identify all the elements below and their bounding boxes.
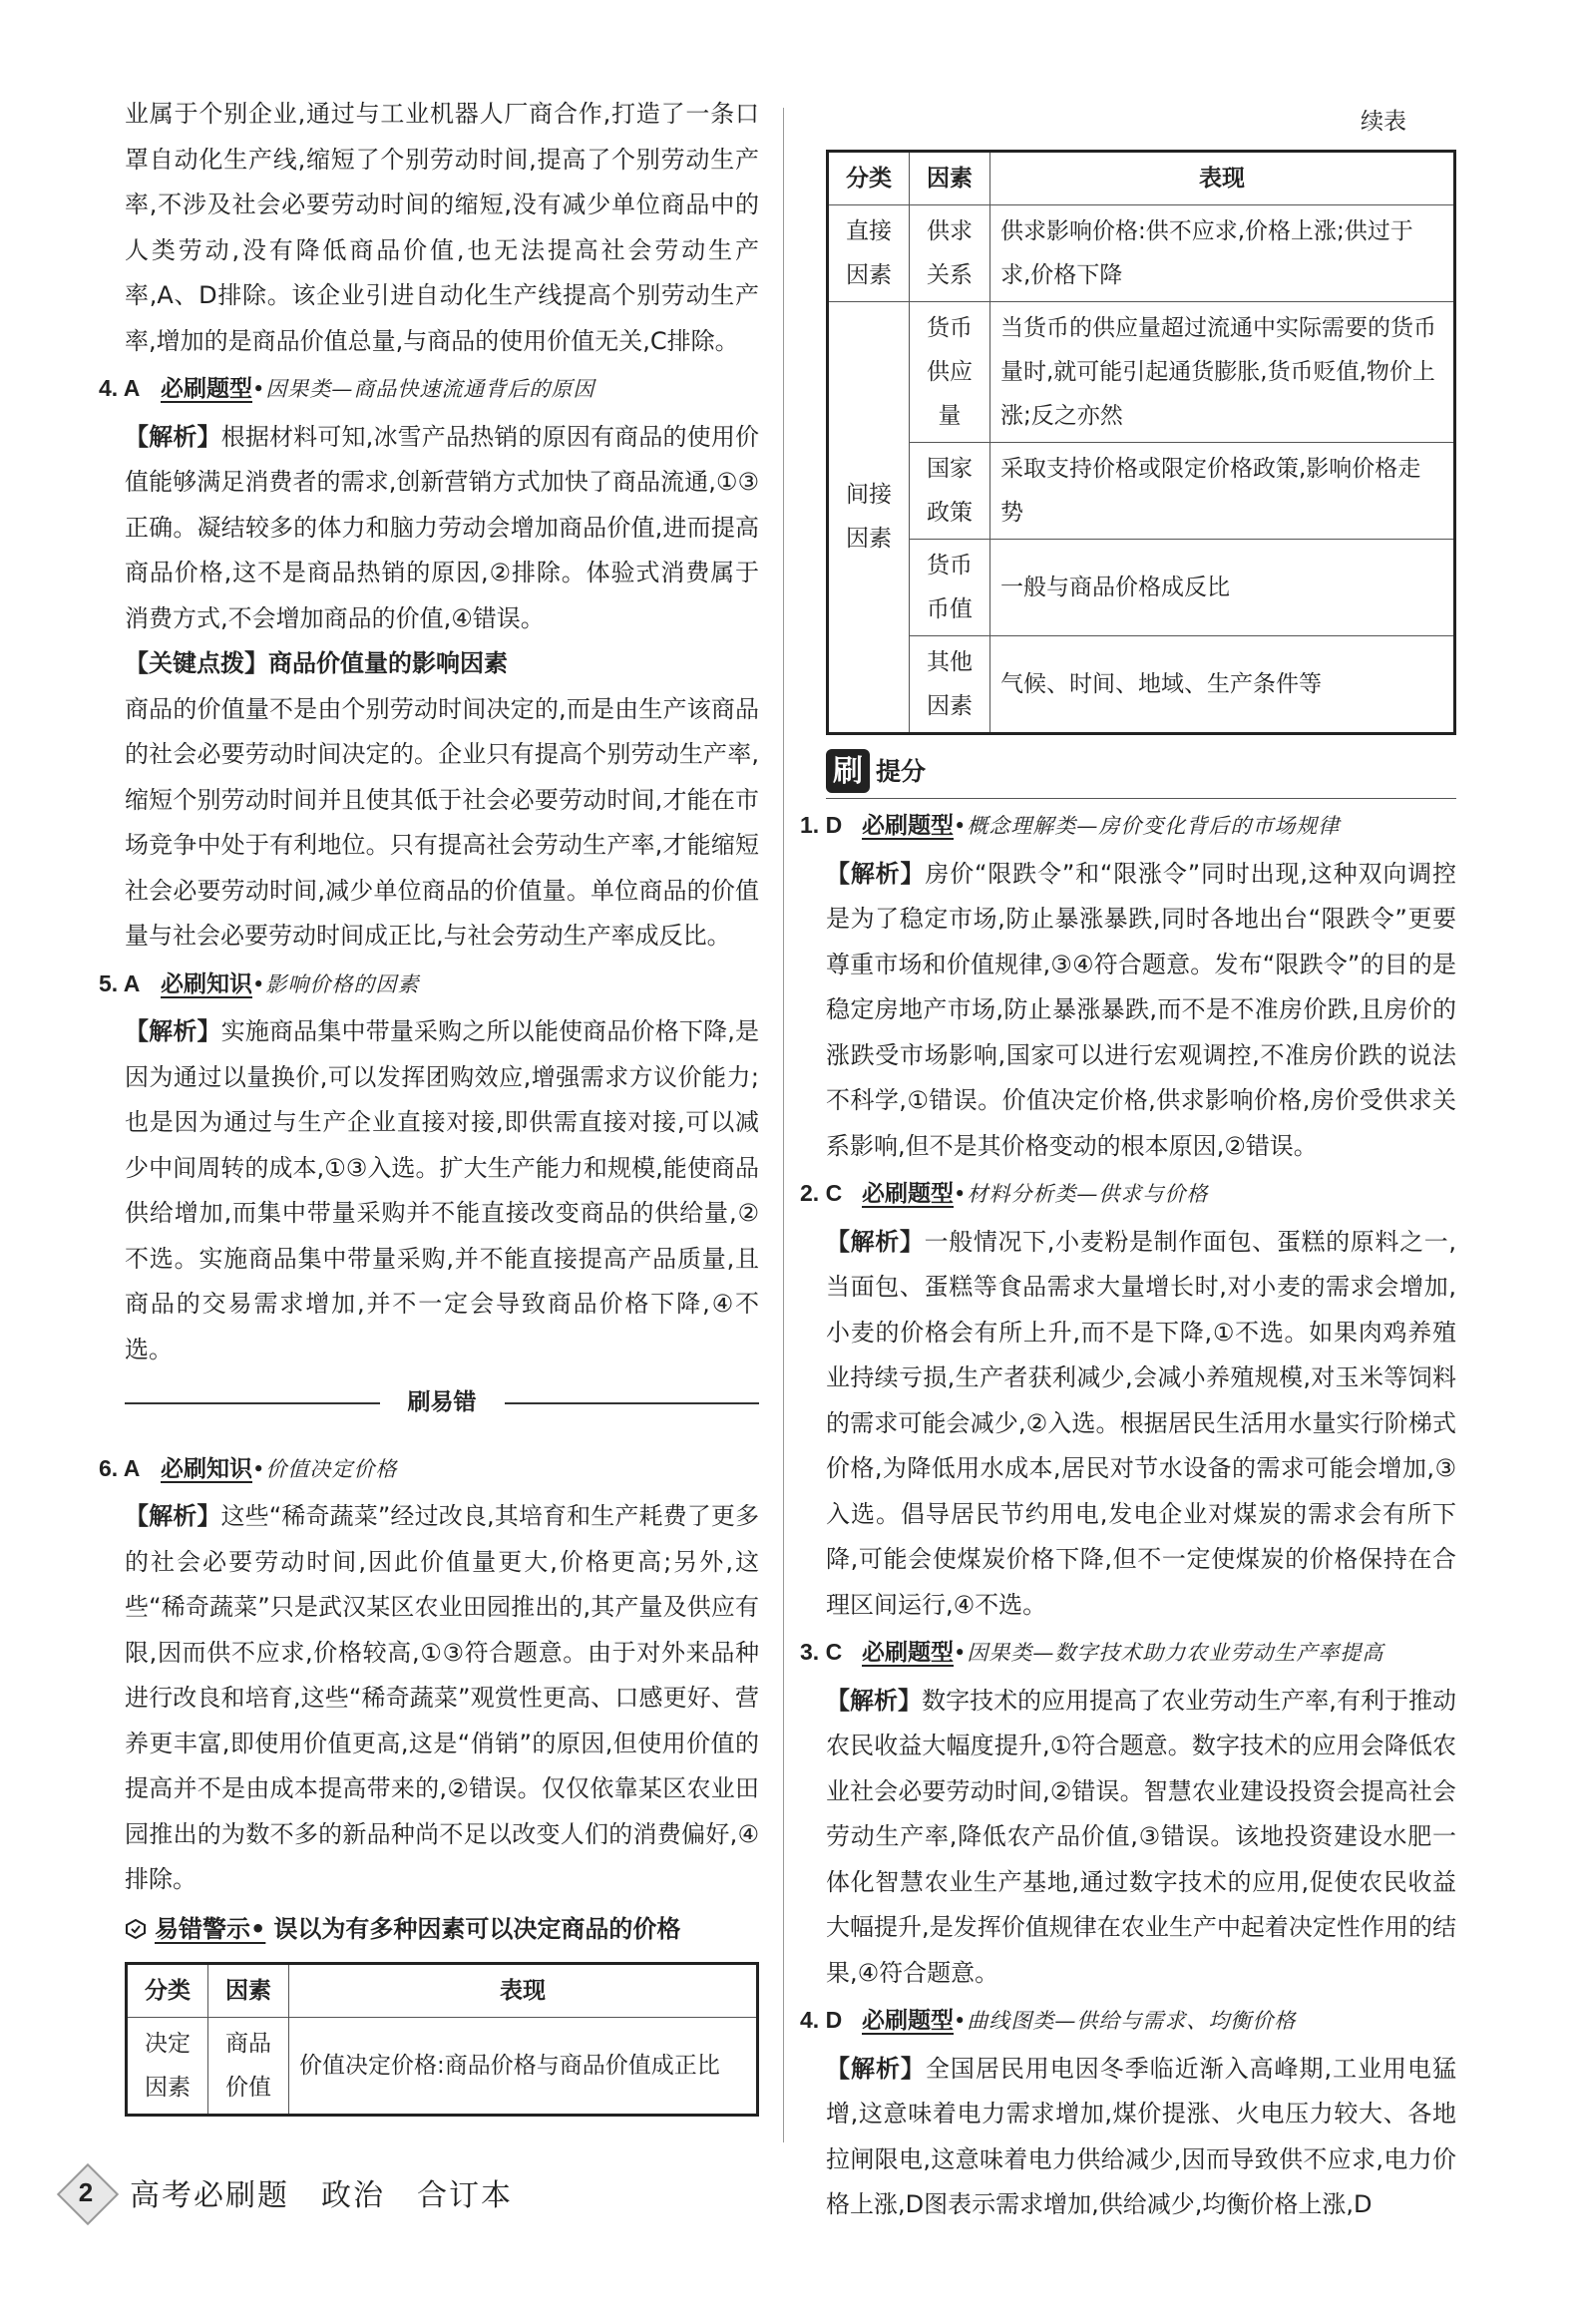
- table-cell: 商品价值: [208, 2018, 289, 2116]
- question-3-header: [800, 1630, 1456, 1677]
- question-number: 4. A: [99, 375, 141, 401]
- warning-icon: [125, 1918, 147, 1940]
- question-subtag: •因果类—商品快速流通背后的原因: [252, 377, 595, 401]
- table-row: [828, 635, 1455, 733]
- analysis-label: 【解析】: [826, 859, 926, 888]
- question-subtag: •影响价格的因素: [252, 971, 420, 996]
- analysis-label: 【解析】: [125, 422, 221, 451]
- question-6-analysis: [125, 1494, 759, 1903]
- analysis-label: 【解析】: [125, 1017, 221, 1045]
- key-point-text: 商品的价值量不是由个别劳动时间决定的,而是由生产该商品的社会必要劳动时间决定的。企业只有提高个别劳动生产率,缩短个别劳动时间并且使其低于社会必要劳动时间,才能在市场竞争中处于有利地位。只有提高社会劳动生产率,才能缩短社会必要劳动时间,减少单位商品的价值量。单位商品的价值量与社会必要劳动时间成正比,与社会劳动生产率成反比。: [125, 694, 759, 950]
- question-subtag: •价值决定价格: [252, 1456, 398, 1481]
- intro-paragraph: 业属于个别企业,通过与工业机器人厂商合作,打造了一条口罩自动化生产线,缩短了个别劳动时间,提高了个别劳动生产率,不涉及社会必要劳动时间的缩短,没有减少单位商品中的人类劳动,没有降低商品价值,也无法提高社会劳动生产率,A、D排除。该企业引进自动化生产线提高个别劳动生产率,增加的是商品价值总量,与商品的使用价值无关,C排除。: [125, 100, 759, 355]
- question-tag: 必刷题型: [862, 813, 954, 839]
- analysis-text: 这些“稀奇蔬菜”经过改良,其培育和生产耗费了更多的社会必要劳动时间,因此价值量更大,价格更高;另外,这些“稀奇蔬菜”只是武汉某区农业田园推出的,其产量及供应有限,因而供不应求,价格较高,①③符合题意。由于对外来品种进行改良和培育,这些“稀奇蔬菜”观赏性更高、口感更好、营养更丰富,即使用价值更高,这是“俏销”的原因,但使用价值的提高并不是由成本提高带来的,②错误。仅仅依靠某区农业田园推出的为数不多的新品种尚不足以改变人们的消费偏好,④排除。: [125, 1502, 760, 1893]
- warning-title: 易错警示•: [155, 1914, 266, 1943]
- question-tag: 必刷题型: [862, 1640, 954, 1666]
- warning-text: 误以为有多种因素可以决定商品的价格: [273, 1914, 681, 1943]
- key-point-title: 【关键点拨】商品价值量的影响因素: [125, 649, 508, 677]
- table-cell: 当货币的供应量超过流通中实际需要的货币量时,就可能引起通货膨胀,货币贬值,物价上涨;反之亦然: [990, 301, 1455, 442]
- table-row: [828, 539, 1455, 635]
- table-header: 分类: [828, 151, 910, 204]
- question-1-header: [800, 803, 1456, 850]
- table-cell: 采取支持价格或限定价格政策,影响价格走势: [990, 442, 1455, 539]
- left-column: [99, 92, 760, 2117]
- table-cell: 供求影响价格:供不应求,价格上涨;供过于求,价格下降: [990, 204, 1455, 301]
- question-subtag: •概念理解类—房价变化背后的市场规律: [954, 814, 1341, 838]
- question-subtag: •因果类—数字技术助力农业劳动生产率提高: [954, 1641, 1384, 1665]
- table-cell: 一般与商品价格成反比: [990, 539, 1455, 635]
- analysis-label: 【解析】: [826, 1227, 925, 1256]
- table-cell: 其他因素: [910, 635, 990, 733]
- table-header: 表现: [289, 1964, 758, 2018]
- table-header: 因素: [208, 1964, 289, 2018]
- table-header: 因素: [910, 151, 990, 204]
- table-cell: 决定因素: [127, 2018, 208, 2116]
- section-title: 提分: [876, 756, 927, 786]
- question-tag: 必刷题型: [862, 1181, 954, 1207]
- table-cell: 直接因素: [828, 204, 910, 301]
- question-number: 6. A: [99, 1454, 141, 1481]
- table-header: 表现: [990, 151, 1455, 204]
- analysis-text: 实施商品集中带量采购之所以能使商品价格下降,是因为通过以量换价,可以发挥团购效应,增强需求方议价能力;也是因为通过与生产企业直接对接,即供需直接对接,可以减少中间周转的成本,①③入选。扩大生产能力和规模,能使商品供给增加,而集中带量采购并不能直接改变商品的供给量,②不选。实施商品集中带量采购,并不能直接提高产品质量,且商品的交易需求增加,并不一定会导致商品价格下降,④不选。: [125, 1017, 759, 1363]
- table-header: 分类: [127, 1964, 208, 2018]
- analysis-label: 【解析】: [826, 2054, 926, 2083]
- analysis-text: 一般情况下,小麦粉是制作面包、蛋糕的原料之一,当面包、蛋糕等食品需求大量增长时,对小麦的需求会增加,小麦的价格会有所上升,而不是下降,①不选。如果肉鸡养殖业持续亏损,生产者获利减少,会减小养殖规模,对玉米等饲料的需求可能会减少,②入选。根据居民生活用水量实行阶梯式价格,为降低用水成本,居民对节水设备的需求可能会增加,③入选。倡导居民节约用电,发电企业对煤炭的需求会有所下降,可能会使煤炭价格下降,但不一定使煤炭的价格保持在合理区间运行,④不选。: [826, 1227, 1456, 1619]
- question-tag: 必刷知识: [161, 1455, 252, 1482]
- question-2-analysis: [826, 1220, 1456, 1629]
- table-continued-label: 续表: [1361, 109, 1406, 135]
- analysis-text: 根据材料可知,冰雪产品热销的原因有商品的使用价值能够满足消费者的需求,创新营销方式加快了商品流通,①③正确。凝结较多的体力和脑力劳动会增加商品价值,进而提高商品价格,这不是商品热销的原因,②排除。体验式消费属于消费方式,不会增加商品的价值,④错误。: [125, 422, 759, 632]
- table-cell: 国家政策: [910, 442, 990, 539]
- book-title: 高考必刷题 政治 合订本: [130, 2178, 513, 2213]
- error-warning: [125, 1907, 759, 1953]
- column-divider: [783, 108, 784, 2142]
- table-row: [828, 442, 1455, 539]
- analysis-label: 【解析】: [826, 1686, 923, 1715]
- analysis-text: 全国居民用电因冬季临近渐入高峰期,工业用电猛增,这意味着电力需求增加,煤价提涨、火电压力较大、各地拉闸限电,这意味着电力供给减少,因而导致供不应求,电力价格上涨,D图表示需求增加,供给减少,均衡价格上涨,D: [826, 2054, 1456, 2218]
- question-tag: 必刷知识: [161, 970, 252, 997]
- question-5-analysis: [125, 1009, 759, 1372]
- section-header: [826, 749, 1456, 800]
- question-4-header: [99, 366, 759, 413]
- analysis-text: 房价“限跌令”和“限涨令”同时出现,这种双向调控是为了稳定市场,防止暴涨暴跌,同时各地出台“限跌令”更要尊重市场和价值规律,③④符合题意。发布“限跌令”的目的是稳定房地产市场,防止暴涨暴跌,而不是不准房价跌,且房价的涨跌受市场影响,国家可以进行宏观调控,不准房价跌的说法不科学,①错误。价值决定价格,供求影响价格,房价受供求关系影响,但不是其价格变动的根本原因,②错误。: [826, 859, 1456, 1160]
- question-4-analysis: [125, 415, 759, 642]
- page-number-badge: [58, 2164, 114, 2220]
- table-cell: 供求关系: [910, 204, 990, 301]
- page-number: 2: [78, 2176, 94, 2207]
- price-factor-table: [125, 1962, 759, 2117]
- table-cell: 货币币值: [910, 539, 990, 635]
- question-2-header: [800, 1171, 1456, 1218]
- table-row: [828, 204, 1455, 301]
- right-column: [800, 100, 1456, 2228]
- question-number: 1. D: [800, 812, 843, 838]
- question-subtag: •曲线图类—供给与需求、均衡价格: [954, 2009, 1297, 2033]
- divider-label: 刷易错: [407, 1389, 477, 1415]
- table-cell: 货币供应量: [910, 301, 990, 442]
- analysis-text: 数字技术的应用提高了农业劳动生产率,有利于推动农民收益大幅度提升,①符合题意。数字技术的应用会降低农业社会必要劳动时间,②错误。智慧农业建设投资会提高社会劳动生产率,降低农产品价值,③错误。该地投资建设水肥一体化智慧农业生产基地,通过数字技术的应用,促使农民收益大幅提升,是发挥价值规律在农业生产中起着决定性作用的结果,④符合题意。: [826, 1686, 1456, 1987]
- section-divider: [125, 1380, 759, 1426]
- question-6-header: [99, 1446, 759, 1493]
- question-subtag: •材料分析类—供求与价格: [954, 1182, 1209, 1206]
- table-cell: 间接因素: [828, 301, 910, 733]
- question-4-header: [800, 1998, 1456, 2045]
- table-row: [828, 301, 1455, 442]
- question-number: 2. C: [800, 1180, 843, 1206]
- price-factor-table-continued: [826, 150, 1456, 735]
- page-footer: [58, 2164, 513, 2220]
- question-5-header: [99, 962, 759, 1008]
- question-tag: 必刷题型: [161, 376, 252, 402]
- question-1-analysis: [826, 852, 1456, 1170]
- table-row: [127, 2018, 758, 2116]
- question-number: 4. D: [800, 2007, 843, 2033]
- table-cell: 价值决定价格:商品价格与商品价值成正比: [289, 2018, 758, 2116]
- analysis-label: 【解析】: [125, 1502, 221, 1530]
- section-badge: 刷: [826, 749, 870, 793]
- question-4-analysis: [826, 2047, 1456, 2228]
- question-3-analysis: [826, 1679, 1456, 1997]
- question-number: 3. C: [800, 1639, 843, 1665]
- table-cell: 气候、时间、地域、生产条件等: [990, 635, 1455, 733]
- question-number: 5. A: [99, 969, 141, 996]
- question-tag: 必刷题型: [862, 2008, 954, 2034]
